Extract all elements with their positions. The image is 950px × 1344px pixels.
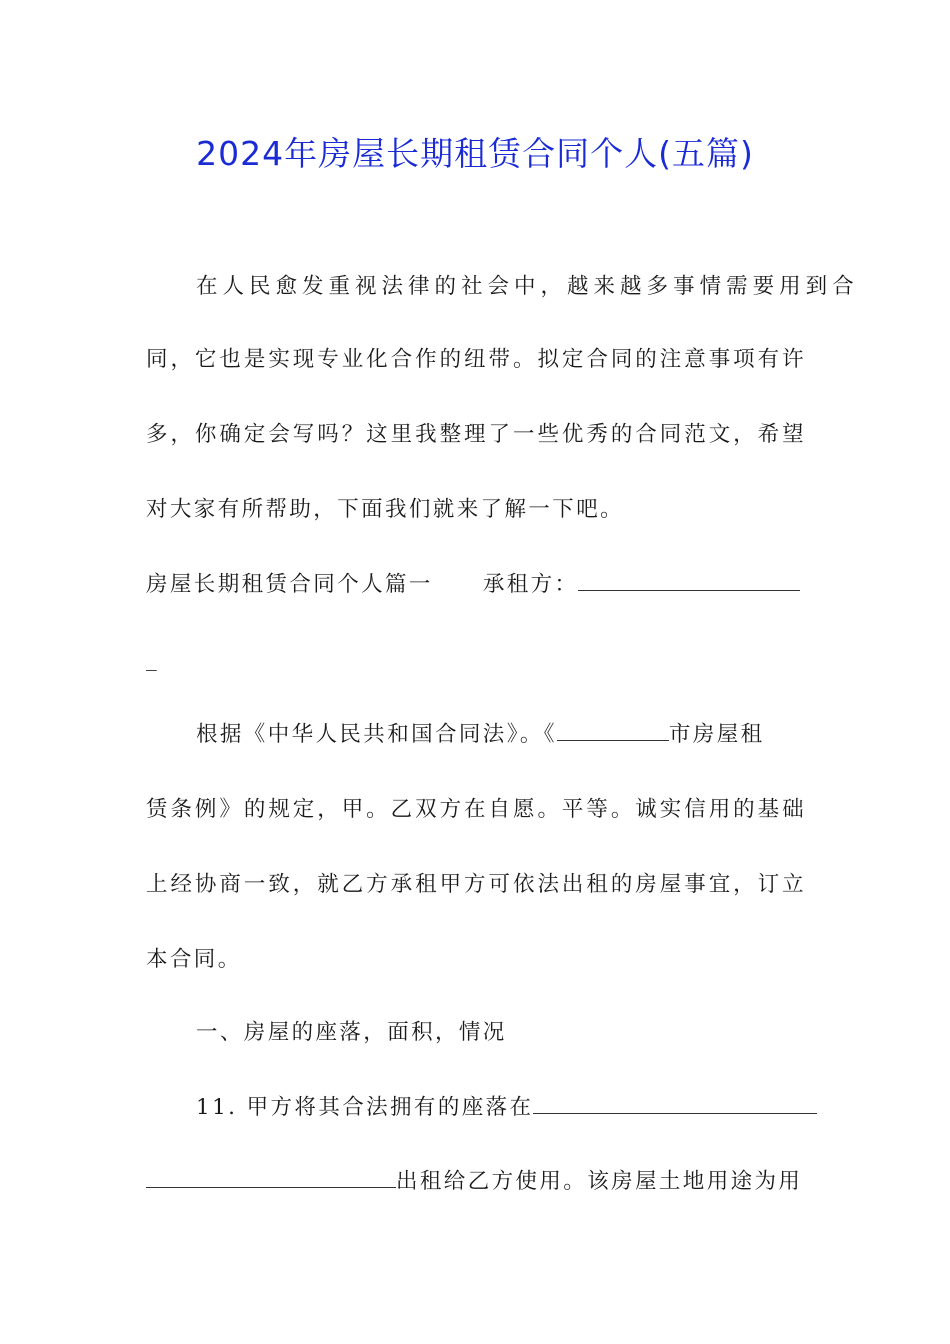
basis-line-2: 赁条例》的规定，甲。乙双方在自愿。平等。诚实信用的基础 — [146, 797, 806, 822]
intro-line-1: 在人民愈发重视法律的社会中，越来越多事情需要用到合 — [196, 274, 856, 299]
basis-line-3: 上经协商一致，就乙方承租甲方可依法出租的房屋事宜，订立 — [146, 872, 806, 897]
document-title: 2024年房屋长期租赁合同个人(五篇) — [196, 134, 754, 173]
intro-line-3: 多，你确定会写吗？这里我整理了一些优秀的合同范文，希望 — [146, 422, 806, 447]
basis-text-b: 市房屋租 — [668, 722, 765, 747]
clause-text-a: 11. 甲方将其合法拥有的座落在 — [196, 1095, 534, 1120]
clause-text-b: 出租给乙方使用。该房屋土地用途为用 — [396, 1169, 803, 1194]
section-heading: 房屋长期租赁合同个人篇一 — [146, 572, 433, 597]
location-blank — [533, 1093, 817, 1114]
clause-line-2 — [146, 1167, 806, 1197]
clause-line-1 — [146, 1093, 856, 1123]
tenant-blank — [578, 570, 800, 591]
basis-text-a: 根据《中华人民共和国合同法》。《 — [196, 722, 557, 747]
intro-line-4: 对大家有所帮助，下面我们就来了解一下吧。 — [146, 497, 625, 522]
basis-line-1 — [146, 720, 856, 750]
city-blank — [557, 720, 669, 741]
article-heading: 一、房屋的座落，面积，情况 — [196, 1020, 507, 1045]
tenant-label: 承租方： — [482, 572, 579, 597]
section-heading-row — [146, 570, 806, 600]
location-blank-continued — [146, 1167, 396, 1188]
basis-line-4: 本合同。 — [146, 947, 242, 972]
tenant-blank-continued: _ — [146, 647, 160, 672]
intro-line-2: 同，它也是实现专业化合作的纽带。拟定合同的注意事项有许 — [146, 347, 806, 372]
